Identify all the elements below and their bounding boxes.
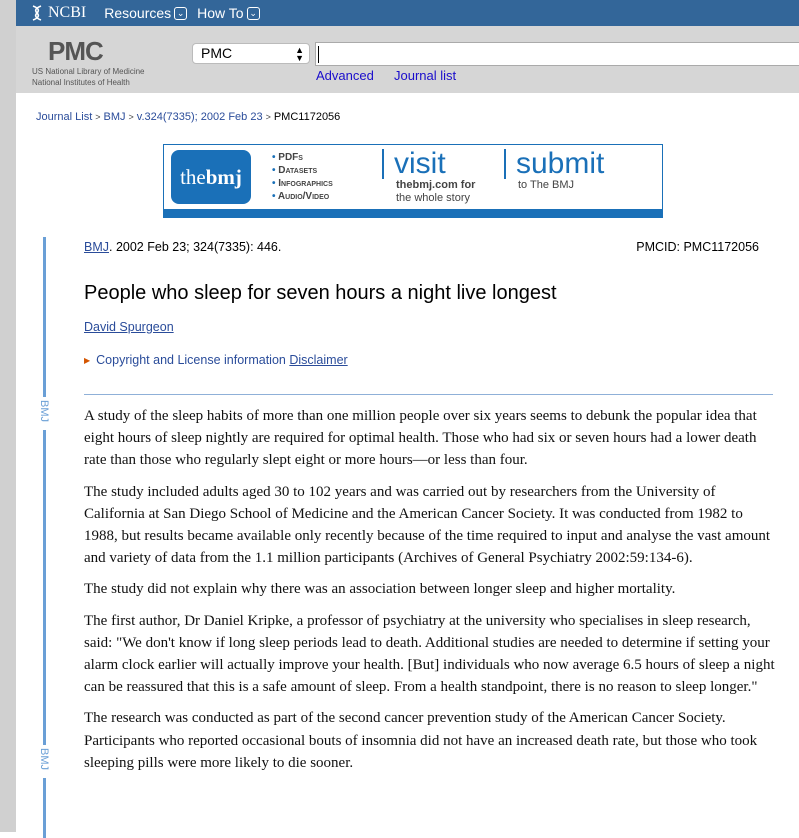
paragraph: A study of the sleep habits of more than one million people over six years seems to debunk the popular idea that eight hours of sleep nightly are required for optimal health. Those who had six or seven hours had a lower death rate than those who regularly slept eight or more hours—or less than four. [84,408,757,469]
visit-heading: visit [382,149,475,179]
paragraph: The study did not explain why there was an association between longer sleep and higher mortality. [84,581,676,598]
expand-triangle-icon: ▶ [84,356,91,365]
banner-visit [382,149,475,205]
chevron-down-icon: ⌄ [247,7,260,20]
advanced-search-link[interactable]: Advanced [316,68,374,83]
sidebar-rule [43,237,46,397]
breadcrumb-issue[interactable]: v.324(7335); 2002 Feb 23 [136,111,263,123]
paragraph: The first author, Dr Daniel Kripke, a professor of psychiatry at the university who specialises in sleep research, said: "We don't know if long sleep periods lead to death. Additional studies are needed to determine if setting your alarm clock earlier will actually improve your health. [But] individuals who now average 6.5 hours of sleep a night can be reassured that this is a safe amount of sleep. From a health standpoint, there is no reason to sleep longer." [84,612,775,696]
banner-bottom-stripe [164,209,662,217]
pmcid: PMCID: PMC1172056 [636,240,759,254]
ncbi-home-link[interactable] [30,4,86,22]
submit-sub: to The BMJ [518,179,575,191]
sidebar-journal-label: BMJ [38,748,50,770]
article-body [84,405,776,783]
breadcrumb-bmj[interactable]: BMJ [103,111,126,123]
author-link[interactable]: David Spurgeon [84,320,174,334]
database-select-value: PMC [201,45,233,61]
disclaimer-link[interactable]: Disclaimer [289,353,348,367]
nlm-label [32,66,145,88]
journal-link[interactable]: BMJ [84,240,109,254]
bmj-logo: the bmj [171,150,251,204]
copyright-toggle[interactable]: Copyright and License information [96,353,286,367]
paragraph: The research was conducted as part of the second cancer prevention study of the American Cancer Society. Participants who reported occasional bouts of insomnia did not have an increased death rate, but those who took sleeping pills were more likely to die sooner. [84,710,758,771]
banner-item: Audio/Video [277,191,330,202]
org-line-2: National Institutes of Health [32,78,130,87]
database-select[interactable] [192,43,310,64]
pmc-logo[interactable]: PMC [48,36,103,66]
divider [84,394,773,395]
banner-item: Datasets [278,165,318,176]
select-arrows-icon: ▲ ▼ [295,45,304,63]
howto-label: How To [197,5,244,21]
search-input[interactable] [315,42,799,66]
chevron-down-icon: ⌄ [174,7,187,20]
ncbi-brand: NCBI [48,4,87,21]
banner-item: PDFs [278,152,303,163]
sidebar-rule [43,778,46,838]
text-caret [318,46,319,63]
visit-sub-1: thebmj.com for [396,179,476,191]
bmj-ad-banner[interactable] [163,144,663,218]
copyright-row [84,353,348,367]
resources-menu[interactable] [104,5,187,21]
breadcrumb: Journal List > BMJ > v.324(7335); 2002 Feb 23 > PMC1172056 [36,111,341,123]
citation [84,240,281,254]
resources-label: Resources [104,5,172,21]
submit-heading: submit [504,149,604,179]
journal-list-link[interactable]: Journal list [394,68,457,83]
left-margin [0,0,16,832]
breadcrumb-journal-list[interactable]: Journal List [36,111,93,123]
org-line-1: US National Library of Medicine [32,67,145,76]
visit-sub-2: the whole story [396,192,470,204]
banner-features: • PDFs • Datasets • Infographics • Audio/Video [272,152,333,202]
breadcrumb-current: PMC1172056 [273,111,341,123]
sidebar-journal-label: BMJ [38,400,50,422]
banner-submit [504,149,604,192]
ncbi-helix-icon [30,4,44,22]
sidebar-rule [43,430,46,745]
howto-menu[interactable] [197,5,259,21]
article-title: People who sleep for seven hours a night live longest [84,282,557,304]
banner-item: Infographics [278,178,333,189]
ncbi-top-bar [16,0,799,26]
citation-text: . 2002 Feb 23; 324(7335): 446. [109,240,282,254]
paragraph: The study included adults aged 30 to 102 years and was carried out by researchers from the University of California at San Diego School of Medicine and the American Cancer Society. It was conducted from 1982 to 1988, but results became available only recently because of the time required to input and analyse the vast amount and variety of data from the 1.1 million participants (Archives of General Psychiatry 2002:59:134-6). [84,483,771,567]
